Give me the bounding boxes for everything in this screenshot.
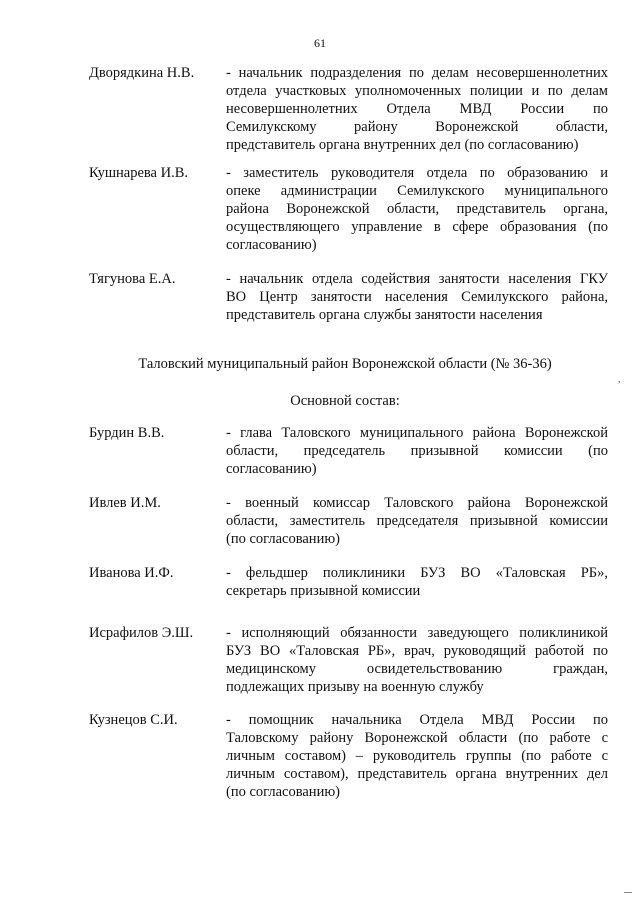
member-entry bbox=[89, 624, 609, 696]
role-line: отдела участковых уполномоченных полиции и по делам bbox=[226, 83, 608, 99]
page-number: 61 bbox=[314, 36, 326, 50]
member-role bbox=[226, 64, 608, 154]
role-line: представитель органа службы занятости населения bbox=[226, 307, 543, 323]
role-line: (по согласованию) bbox=[226, 784, 340, 800]
role-line: - начальник подразделения по делам несовершеннолетних bbox=[226, 65, 608, 81]
role-line: личным составом), представитель органа внутренних дел bbox=[226, 766, 608, 782]
role-line: - военный комиссар Таловского района Воронежской bbox=[226, 495, 608, 511]
member-name: Иванова И.Ф. bbox=[89, 565, 174, 581]
scan-mark: , bbox=[618, 374, 621, 385]
member-entry bbox=[89, 564, 609, 600]
member-name: Бурдин В.В. bbox=[89, 425, 165, 441]
role-line: района Воронежской области, представитель органа, bbox=[226, 201, 608, 217]
member-entry bbox=[89, 64, 609, 154]
member-name: Ивлев И.М. bbox=[89, 495, 161, 511]
role-line: - помощник начальника Отдела МВД России по bbox=[226, 712, 608, 728]
role-line: ВО Центр занятости населения Семилукского района, bbox=[226, 289, 608, 305]
role-line: осуществляющего управление в сфере образования (по bbox=[226, 219, 608, 235]
member-role bbox=[226, 711, 608, 801]
role-line: - глава Таловского муниципального района Воронежской bbox=[226, 425, 608, 441]
role-line: опеке администрации Семилукского муниципального bbox=[226, 183, 608, 199]
member-name: Дворядкина Н.В. bbox=[89, 65, 195, 81]
role-line: несовершеннолетних Отдела МВД России по bbox=[226, 101, 608, 117]
member-entry bbox=[89, 424, 609, 478]
member-name: Кузнецов С.И. bbox=[89, 712, 178, 728]
member-role bbox=[226, 564, 608, 600]
role-line: согласованию) bbox=[226, 237, 317, 253]
role-line: секретарь призывной комиссии bbox=[226, 583, 421, 599]
role-line: медицинскому освидетельствованию граждан, bbox=[226, 661, 608, 677]
role-line: - фельдшер поликлиники БУЗ ВО «Таловская РБ», bbox=[226, 565, 608, 581]
scan-mark bbox=[624, 892, 632, 893]
member-entry bbox=[89, 270, 609, 324]
member-name: Исрафилов Э.Ш. bbox=[89, 625, 194, 641]
member-name: Тягунова Е.А. bbox=[89, 271, 176, 287]
role-line: области, председатель призывной комиссии (по bbox=[226, 443, 608, 459]
member-entry bbox=[89, 164, 609, 254]
composition-heading: Основной состав: bbox=[290, 393, 400, 409]
role-line: Таловскому району Воронежской области (по работе с bbox=[226, 730, 608, 746]
member-role bbox=[226, 424, 608, 478]
district-heading: Таловский муниципальный район Воронежской области (№ 36-36) bbox=[138, 356, 552, 372]
member-role bbox=[226, 494, 608, 548]
role-line: (по согласованию) bbox=[226, 531, 340, 547]
role-line: личным составом) – руководитель группы (по работе с bbox=[226, 748, 608, 764]
role-line: Семилукскому району Воронежской области, bbox=[226, 119, 608, 135]
member-role bbox=[226, 164, 608, 254]
role-line: области, заместитель председателя призывной комиссии bbox=[226, 513, 608, 529]
role-line: - начальник отдела содействия занятости населения ГКУ bbox=[226, 271, 608, 287]
member-entry bbox=[89, 494, 609, 548]
member-entry bbox=[89, 711, 609, 801]
member-role bbox=[226, 270, 608, 324]
role-line: - исполняющий обязанности заведующего поликлиникой bbox=[226, 625, 608, 641]
role-line: представитель органа внутренних дел (по согласованию) bbox=[226, 137, 579, 153]
member-name: Кушнарева И.В. bbox=[89, 165, 188, 181]
role-line: БУЗ ВО «Таловская РБ», врач, руководящий работой по bbox=[226, 643, 608, 659]
member-role bbox=[226, 624, 608, 696]
role-line: согласованию) bbox=[226, 461, 317, 477]
role-line: - заместитель руководителя отдела по образованию и bbox=[226, 165, 608, 181]
role-line: подлежащих призыву на военную службу bbox=[226, 679, 484, 695]
